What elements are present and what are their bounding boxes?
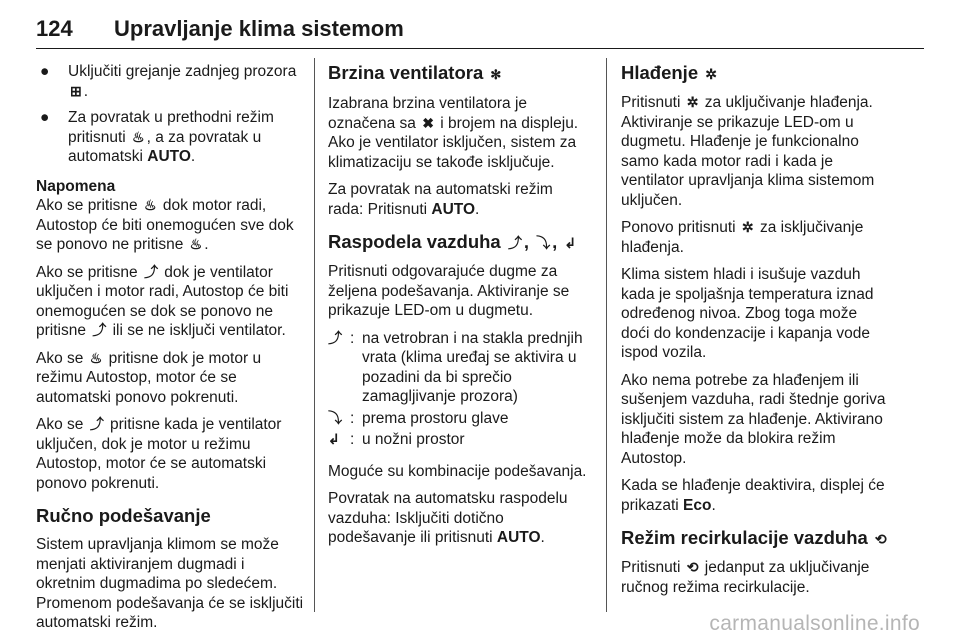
windshield-defrost-icon: ♨ [189, 236, 203, 252]
bullet-dot: ● [40, 109, 50, 126]
cooling-icon: ✲ [741, 219, 754, 235]
section-heading-cooling: Hlađenje ✲ [621, 62, 717, 83]
recirculation-paragraph: Pritisnuti ⟲ jedanput za uključivanje ručnog režima recirkulacije. [621, 559, 870, 596]
air-distribution-windshield-icon: ⤴ [92, 322, 107, 338]
combination-paragraph: Moguće su kombinacije podešavanja. [328, 462, 587, 480]
fan-icon: ✻ [490, 67, 502, 82]
recirculation-icon: ⟲ [874, 531, 887, 547]
cooling-paragraph-3: Klima sistem hladi i isušuje vazduh kada je spoljašnja temperatura iznad određenog nivoa. Zbog toga može doći do kondenzacije i kapanja vode ispod vozila. [621, 266, 874, 361]
page-header [36, 10, 924, 49]
recirculation-icon: ⟲ [686, 559, 699, 575]
section-heading-distribution: Raspodela vazduha ⤴ , ⤵ , ↲ [328, 231, 577, 252]
note-paragraph-4: Ako se ⤴ pritisne kada je ventilator uključen, dok je motor u režimu Autostop, motor će se automatski ponovo pokrenuti. [36, 416, 282, 492]
bullet-dot: ● [40, 63, 50, 80]
fan-paragraph-2: Za povratak na automatski režim rada: Pritisnuti AUTO. [328, 181, 553, 218]
windshield-defrost-icon: ♨ [89, 349, 103, 366]
air-distribution-feet-icon: ↲ [564, 235, 577, 251]
section-heading-manual: Ručno podešavanje [36, 505, 211, 526]
cooling-icon: ✲ [705, 66, 717, 82]
cooling-paragraph-5: Kada se hlađenje deaktivira, displej će prikazati Eco. [621, 477, 885, 514]
air-distribution-feet-icon: ↲ [328, 431, 340, 447]
rear-defrost-icon: ⊞ [70, 82, 82, 99]
distribution-paragraph: Pritisnuti odgovarajuće dugme za željena podešavanja. Aktiviranje se prikazuje LED-om u dugmetu. [328, 263, 570, 319]
watermark: carmanualsonline.info [709, 612, 920, 635]
column-3 [621, 62, 889, 605]
note-paragraph-3: Ako se ♨ pritisne dok je motor u režimu Autostop, motor će se automatski ponovo pokrenuti. [36, 349, 262, 406]
bullet-return-mode: ● Za povratak u prethodni režim pritisnuti ♨ , a za povratak u automatski AUTO. [36, 108, 304, 167]
note-paragraph-1: Ako se pritisne ♨ dok motor radi, Autostop će biti onemogućen sve dok se ponovo ne pritisne ♨ . [36, 197, 294, 253]
fan-paragraph-1: Izabrana brzina ventilatora je označena sa ✖ i brojem na displeju. Ako je ventilator isključen, sistem za klimatizaciju se takođe isključuje. [328, 95, 579, 171]
column-2 [328, 62, 590, 556]
distribution-item-feet: ↲ : u nožni prostor [328, 431, 465, 448]
air-distribution-windshield-icon: ⤴ [328, 329, 342, 346]
section-heading-fan: Brzina ventilatora ✻ [328, 62, 590, 86]
column-1 [36, 62, 304, 641]
air-distribution-windshield-icon: ⤴ [89, 416, 104, 432]
air-distribution-windshield-icon: ⤴ [143, 263, 158, 280]
column-divider-2 [606, 58, 607, 612]
fan-display-icon: ✖ [422, 114, 434, 131]
windshield-defrost-icon: ♨ [132, 128, 145, 145]
distribution-item-windshield: ⤴ : na vetrobran i na stakla prednjih vrata (klima uređaj se aktivira u pozadini da bi sprečio zamagljivanje prozora) [328, 329, 583, 405]
page-title: Upravljanje klima sistemom [114, 16, 404, 41]
air-distribution-head-icon: ⤵ [328, 409, 342, 426]
bullet-rear-defrost: ● Uključiti grejanje zadnjeg prozora ⊞ . [36, 62, 304, 101]
distribution-item-head: ⤵ : prema prostoru glave [328, 409, 509, 427]
page-number: 124 [36, 16, 73, 41]
note-heading: Napomena [36, 177, 116, 195]
manual-paragraph: Sistem upravljanja klimom se može menjati aktiviranjem dugmadi i okretnim dugmadima po sledećem. Promenom podešavanja će se isključiti automatski režim. [36, 536, 304, 631]
air-distribution-windshield-icon: ⤴ [507, 235, 522, 251]
note-paragraph-2: Ako se pritisne ⤴ dok je ventilator uključen i motor radi, Autostop će biti onemogućen se dok se ponovo ne pritisne ⤴ ili se ne isključi ventilator. [36, 263, 289, 339]
cooling-paragraph-4: Ako nema potrebe za hlađenjem ili sušenjem vazduha, radi štednje goriva isključiti sistem za hlađenje. Aktivirano hlađenje može da blokira režim Autostop. [621, 371, 886, 467]
return-paragraph: Povratak na automatsku raspodelu vazduha: Isključiti dotično podešavanje ili pritisnuti AUTO. [328, 490, 568, 546]
cooling-paragraph-2: Ponovo pritisnuti ✲ za isključivanje hlađenja. [621, 219, 864, 256]
windshield-defrost-icon: ♨ [143, 197, 157, 213]
cooling-icon: ✲ [686, 94, 699, 110]
cooling-paragraph-1: Pritisnuti ✲ za uključivanje hlađenja. Aktiviranje se prikazuje LED-om u dugmetu. Hlađenje je funkcionalno samo kada motor radi i kada je ventilator upravljanja klima sistemom uključen. [621, 94, 875, 209]
section-heading-recirculation: Režim recirkulacije vazduha ⟲ [621, 527, 887, 548]
air-distribution-head-icon: ⤵ [536, 235, 551, 251]
column-divider-1 [314, 58, 315, 612]
